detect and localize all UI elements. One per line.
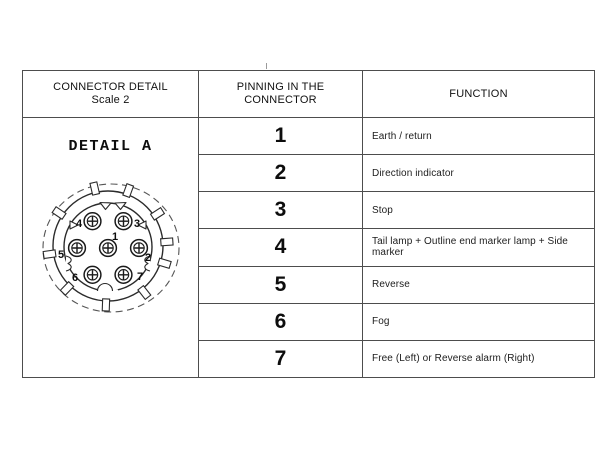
function-cell: Direction indicator <box>372 167 454 179</box>
pin-label-5: 5 <box>57 249 65 261</box>
scan-artifact-tick <box>266 63 267 69</box>
pin-number-cell: 3 <box>199 192 363 228</box>
pin-number-cell: 6 <box>199 304 363 340</box>
pin-label-1: 1 <box>111 231 119 243</box>
pin-function-rows <box>199 118 594 377</box>
table-row <box>199 155 594 192</box>
pin-label-3: 3 <box>133 218 141 230</box>
function-cell: Reverse <box>372 279 410 291</box>
header-function-label: FUNCTION <box>449 87 508 100</box>
header-connector-detail-line1: CONNECTOR DETAIL <box>53 81 168 93</box>
table-row <box>199 304 594 341</box>
header-pinning-label: PINNING IN THE CONNECTOR <box>236 81 325 106</box>
pin-number-cell: 5 <box>199 267 363 303</box>
pin-number-cell: 2 <box>199 155 363 191</box>
function-cell: Tail lamp + Outline end marker lamp + Side marker <box>372 236 568 259</box>
table-row <box>199 267 594 304</box>
pin-number-cell: 4 <box>199 229 363 265</box>
pin-label-4: 4 <box>75 218 83 230</box>
pin-label-7: 7 <box>136 271 144 283</box>
table-row <box>199 118 594 155</box>
function-cell: Earth / return <box>372 130 432 142</box>
header-connector-detail-line2: Scale 2 <box>91 94 130 106</box>
detail-a-title: DETAIL A <box>68 138 153 155</box>
connector-diagram <box>30 178 186 323</box>
header-pinning <box>199 71 363 117</box>
function-cell: Fog <box>372 316 390 328</box>
pin-number-cell: 7 <box>199 341 363 377</box>
table-header-row <box>23 71 594 118</box>
function-cell: Free (Left) or Reverse alarm (Right) <box>372 353 535 365</box>
table-body <box>23 118 594 377</box>
pin-label-6: 6 <box>71 272 79 284</box>
pin-number-cell: 1 <box>199 118 363 154</box>
pin-label-2: 2 <box>144 252 152 264</box>
function-cell: Stop <box>372 204 393 216</box>
table-row <box>199 341 594 377</box>
connector-detail-cell <box>23 118 199 377</box>
header-function <box>363 71 594 117</box>
table-row <box>199 192 594 229</box>
table-row <box>199 229 594 266</box>
connector-pinout-table <box>22 70 595 378</box>
header-connector-detail <box>23 71 199 117</box>
